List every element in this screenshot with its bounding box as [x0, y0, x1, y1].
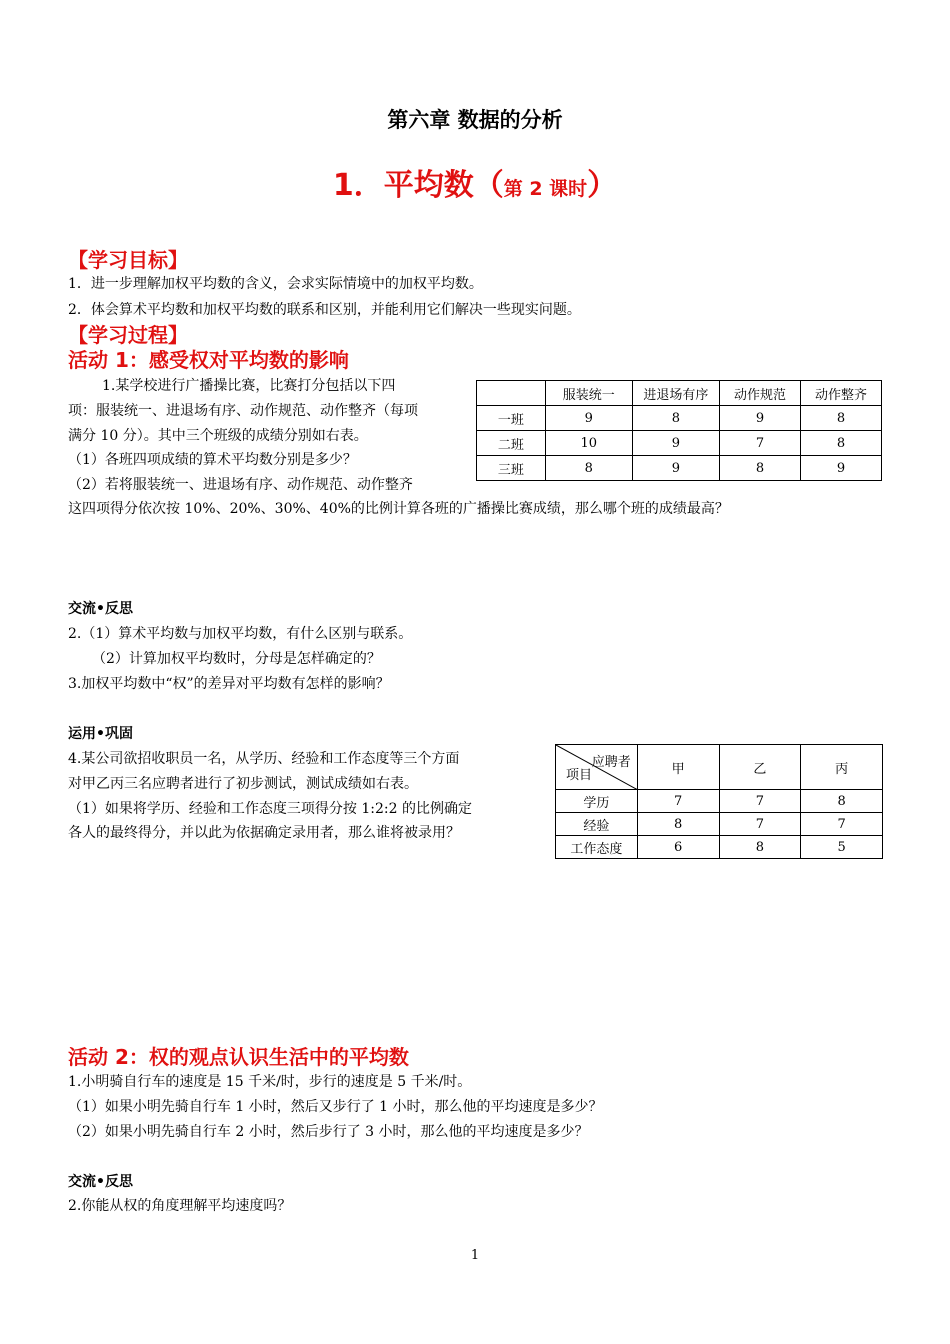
activity2-title: 活动 2：权的观点认识生活中的平均数 [68, 1045, 409, 1069]
process-heading: 【学习过程】 [68, 323, 188, 347]
table-header-cell: 丙 [801, 745, 883, 790]
table-cell: 8 [545, 456, 632, 481]
class-score-table [476, 380, 882, 481]
table-cell: 8 [632, 406, 719, 431]
table-cell: 7 [637, 790, 719, 813]
apply-heading: 运用•巩固 [68, 726, 133, 742]
table-cell [477, 381, 546, 406]
table-row [477, 406, 882, 431]
table-cell: 10 [545, 431, 632, 456]
lesson-sub: 第 2 课时 [503, 178, 588, 200]
table-cell: 7 [719, 431, 800, 456]
table-cell: 6 [637, 836, 719, 859]
reflect-line: 3.加权平均数中“权”的差异对平均数有怎样的影响？ [68, 676, 390, 692]
table-header-row [477, 381, 882, 406]
corner-bottom-label: 项目 [566, 768, 593, 783]
objectives-heading: 【学习目标】 [68, 248, 188, 272]
table-cell: 三班 [477, 456, 546, 481]
chapter-title: 第六章 数据的分析 [387, 108, 563, 132]
table-cell: 9 [545, 406, 632, 431]
table-cell: 8 [719, 456, 800, 481]
lesson-paren-close: ） [587, 168, 618, 203]
table-cell: 7 [719, 790, 801, 813]
table-corner-cell [556, 745, 638, 790]
lesson-paren-open: （ [473, 168, 504, 203]
table-cell: 一班 [477, 406, 546, 431]
page-number: 1 [470, 1248, 480, 1263]
applicant-score-table [555, 744, 883, 859]
table-row [556, 813, 883, 836]
table-header-cell: 服装统一 [545, 381, 632, 406]
table-header-row [556, 745, 883, 790]
activity1-title: 活动 1：感受权对平均数的影响 [68, 348, 349, 372]
table-cell: 9 [800, 456, 881, 481]
problem-line: （2）若将服装统一、进退场有序、动作规范、动作整齐 [68, 477, 413, 493]
activity2-line: 1.小明骑自行车的速度是 15 千米/时，步行的速度是 5 千米/时。 [68, 1074, 472, 1090]
problem-line: （1）各班四项成绩的算术平均数分别是多少？ [68, 452, 357, 468]
table-cell: 7 [801, 813, 883, 836]
table-cell: 8 [801, 790, 883, 813]
objective-item: 2．体会算术平均数和加权平均数的联系和区别，并能利用它们解决一些现实问题。 [68, 302, 581, 318]
table-cell: 9 [632, 456, 719, 481]
reflect-heading-2: 交流•反思 [68, 1174, 133, 1190]
table-cell: 学历 [556, 790, 638, 813]
table-cell: 5 [801, 836, 883, 859]
apply-line: 各人的最终得分，并以此为依据确定录用者，那么谁将被录用？ [68, 825, 460, 841]
problem-line: 1.某学校进行广播操比赛，比赛打分包括以下四 [102, 378, 396, 394]
problem-line: 这四项得分依次按 10%、20%、30%、40%的比例计算各班的广播操比赛成绩，那么哪个班的成绩最高？ [68, 501, 729, 517]
table-header-cell: 进退场有序 [632, 381, 719, 406]
table-cell: 8 [800, 431, 881, 456]
reflect-heading: 交流•反思 [68, 601, 133, 617]
table-cell: 7 [719, 813, 801, 836]
problem-line: 项：服装统一、进退场有序、动作规范、动作整齐（每项 [68, 403, 418, 419]
activity2-line: （2）如果小明先骑自行车 2 小时，然后步行了 3 小时，那么他的平均速度是多少？ [68, 1124, 589, 1140]
table-cell: 9 [632, 431, 719, 456]
table-header-cell: 动作规范 [719, 381, 800, 406]
corner-top-label: 应聘者 [591, 755, 631, 770]
lesson-main: 1．平均数 [332, 168, 474, 203]
reflect-line: （2）计算加权平均数时，分母是怎样确定的？ [92, 651, 381, 667]
objective-item: 1．进一步理解加权平均数的含义，会求实际情境中的加权平均数。 [68, 276, 483, 292]
table-cell: 8 [719, 836, 801, 859]
activity2-line: （1）如果小明先骑自行车 1 小时，然后又步行了 1 小时，那么他的平均速度是多少？ [68, 1099, 603, 1115]
table-row [477, 431, 882, 456]
problem-line: 满分 10 分）。其中三个班级的成绩分别如右表。 [68, 428, 368, 444]
reflect-line: 2.（1）算术平均数与加权平均数，有什么区别与联系。 [68, 626, 413, 642]
table-row [556, 836, 883, 859]
reflect-line-2: 2.你能从权的角度理解平均速度吗？ [68, 1198, 292, 1214]
apply-line: 4.某公司欲招收职员一名，从学历、经验和工作态度等三个方面 [68, 751, 460, 767]
table-header-cell: 动作整齐 [800, 381, 881, 406]
table-cell: 经验 [556, 813, 638, 836]
apply-line: 对甲乙丙三名应聘者进行了初步测试，测试成绩如右表。 [68, 776, 418, 792]
table-row [477, 456, 882, 481]
table-cell: 二班 [477, 431, 546, 456]
table-cell: 8 [800, 406, 881, 431]
table-row [556, 790, 883, 813]
table-cell: 工作态度 [556, 836, 638, 859]
lesson-title [0, 160, 950, 204]
table-cell: 9 [719, 406, 800, 431]
table-header-cell: 甲 [637, 745, 719, 790]
table-header-cell: 乙 [719, 745, 801, 790]
apply-line: （1）如果将学历、经验和工作态度三项得分按 1:2:2 的比例确定 [68, 801, 472, 817]
table-cell: 8 [637, 813, 719, 836]
